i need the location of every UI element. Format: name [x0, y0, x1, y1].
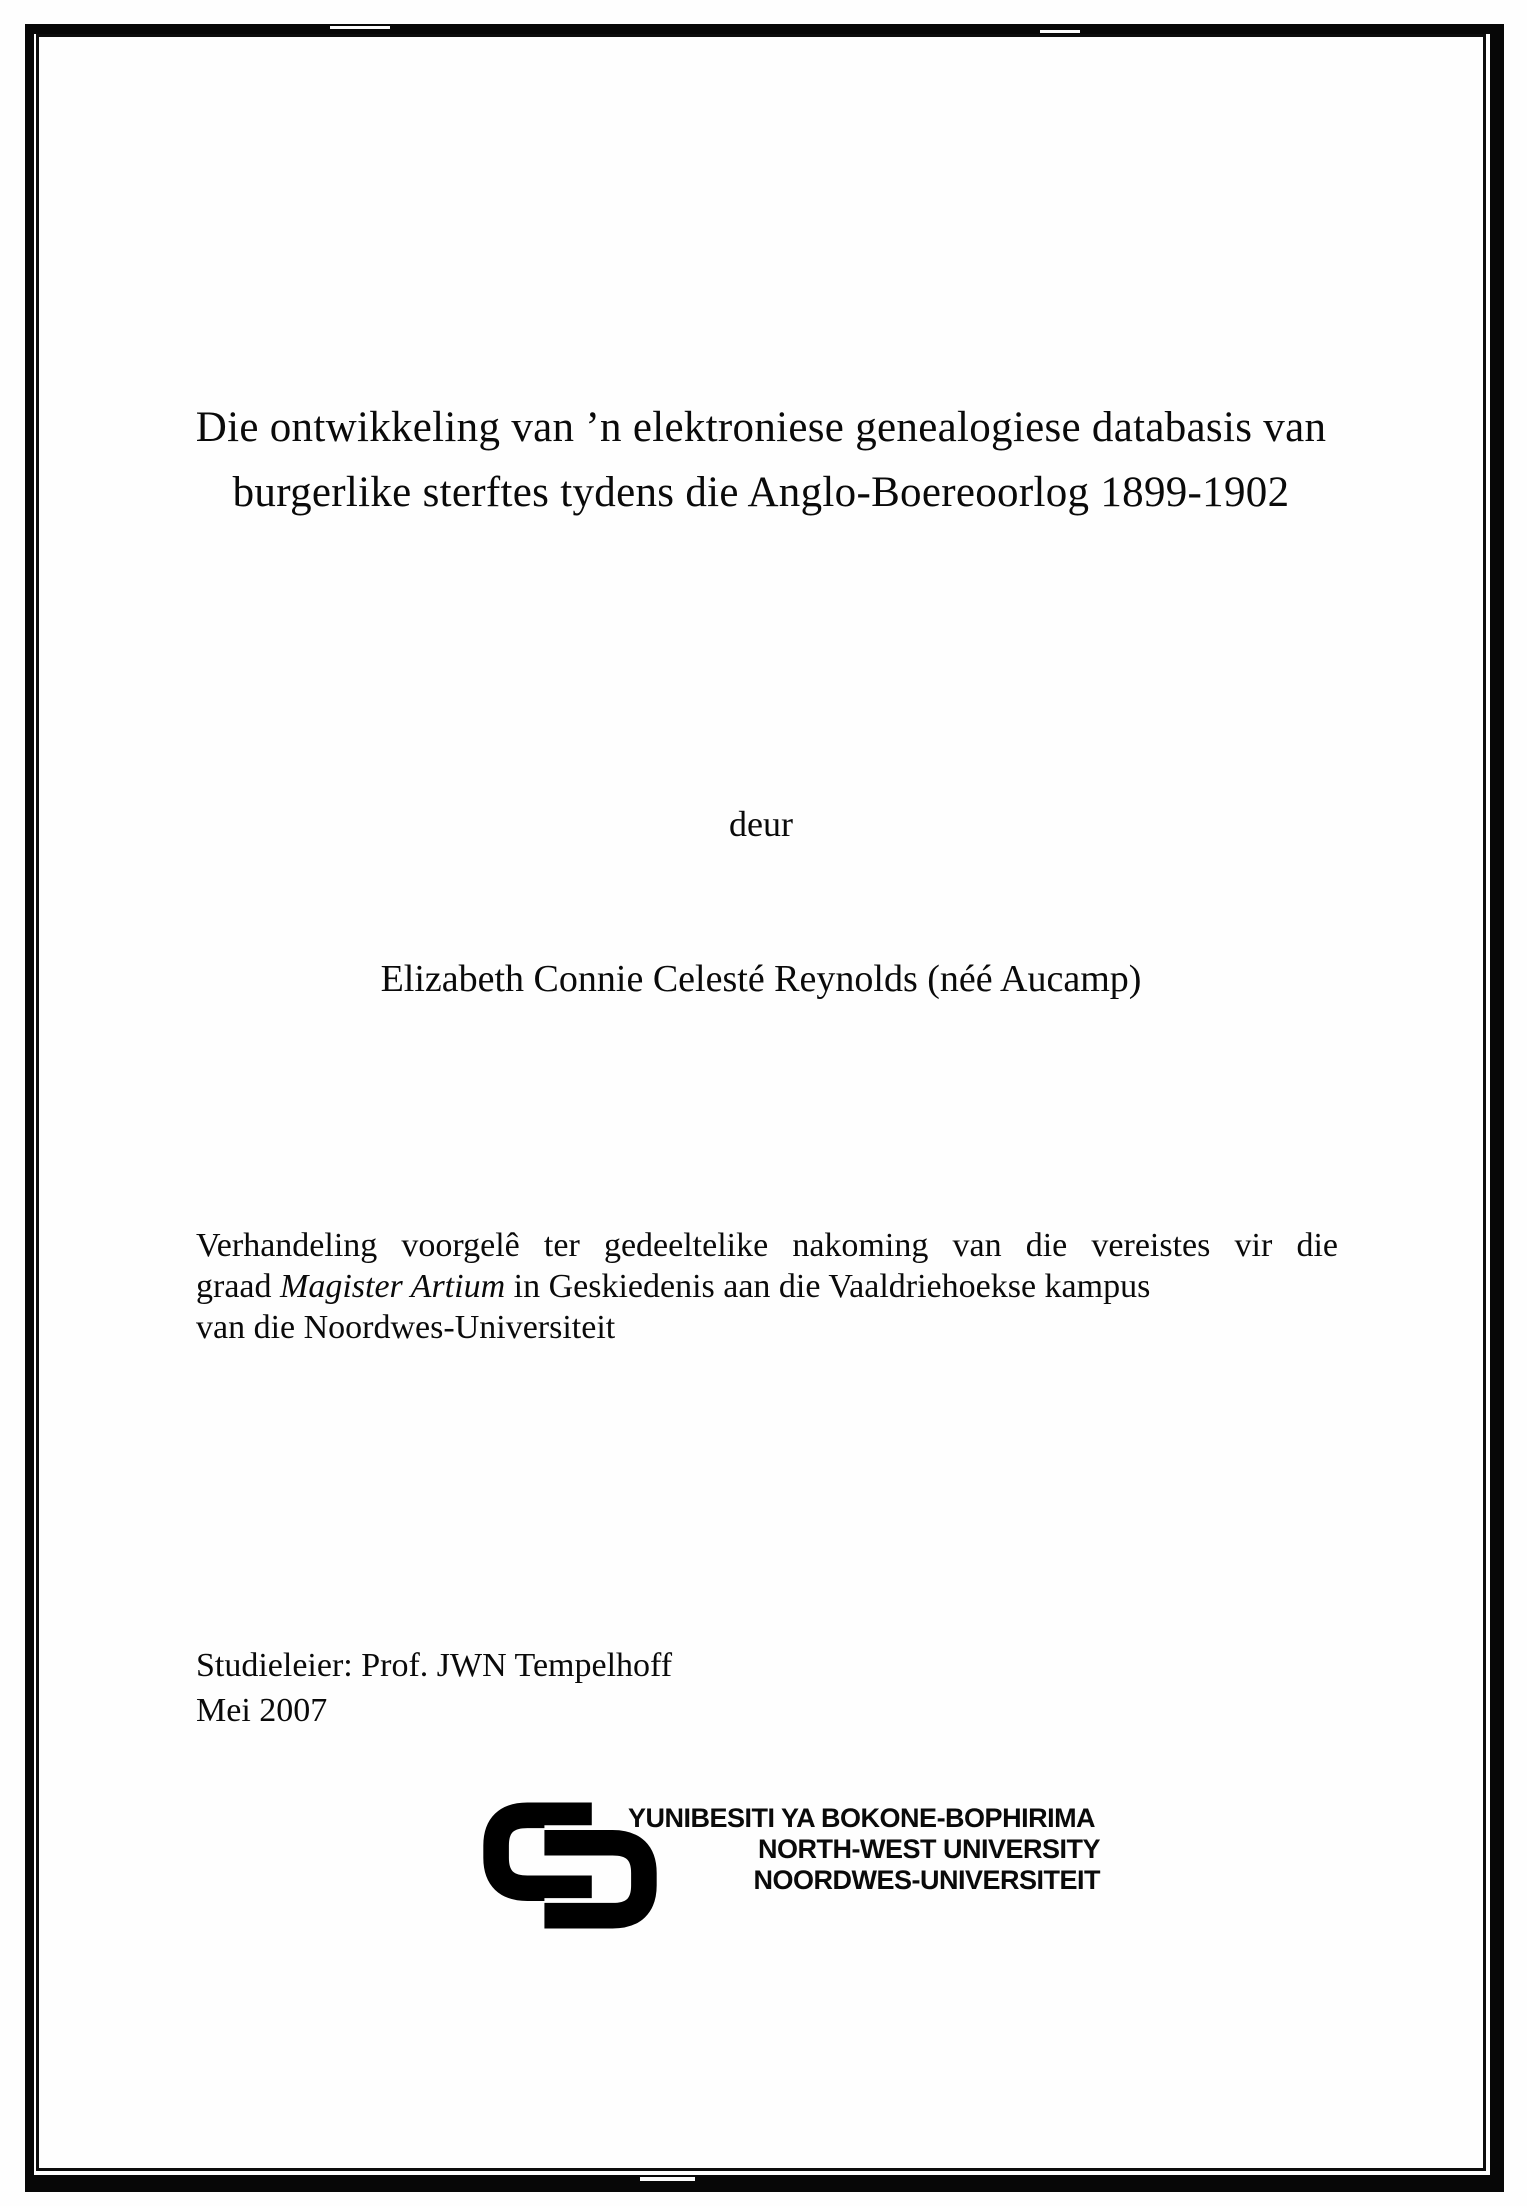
- scan-artifact: [1040, 30, 1080, 33]
- degree-statement-line1: Verhandeling voorgelê ter gedeeltelike nakoming van die vereistes vir die: [196, 1227, 1338, 1264]
- scan-artifact: [330, 26, 390, 29]
- thesis-title-line1: Die ontwikkeling van ’n elektroniese genealogiese databasis van: [195, 404, 1327, 451]
- thesis-title-line2: burgerlike sterftes tydens die Anglo-Boereoorlog 1899-1902: [232, 469, 1290, 516]
- degree-name-italic: Magister Artium: [280, 1268, 506, 1305]
- logo-text-setswana: YUNIBESITI YA BOKONE-BOPHIRIMA: [628, 1803, 1096, 1833]
- university-logo: [480, 1797, 1180, 1977]
- logo-text-english: NORTH-WEST UNIVERSITY: [757, 1834, 1100, 1864]
- byline: deur: [729, 804, 793, 844]
- university-logo-text: [628, 1803, 1100, 1896]
- degree-statement-line2-suffix: in Geskiedenis aan die Vaaldriehoekse kampus: [505, 1268, 1151, 1305]
- degree-statement-line2-prefix: graad: [196, 1268, 281, 1305]
- thesis-title: [40, 395, 1482, 525]
- author-name: Elizabeth Connie Celesté Reynolds (néé Aucamp): [380, 958, 1142, 1000]
- supervisor-line: Studieleier: Prof. JWN Tempelhoff: [196, 1647, 673, 1684]
- supervisor-and-date: [196, 1643, 672, 1733]
- scan-artifact: [640, 2177, 695, 2181]
- degree-statement-line2: [196, 1266, 1338, 1307]
- date-line: Mei 2007: [196, 1692, 328, 1729]
- logo-text-afrikaans: NOORDWES-UNIVERSITEIT: [753, 1865, 1100, 1895]
- degree-statement-line3: van die Noordwes-Universiteit: [196, 1309, 616, 1346]
- page-content: [40, 37, 1482, 2166]
- degree-statement: [196, 1225, 1338, 1348]
